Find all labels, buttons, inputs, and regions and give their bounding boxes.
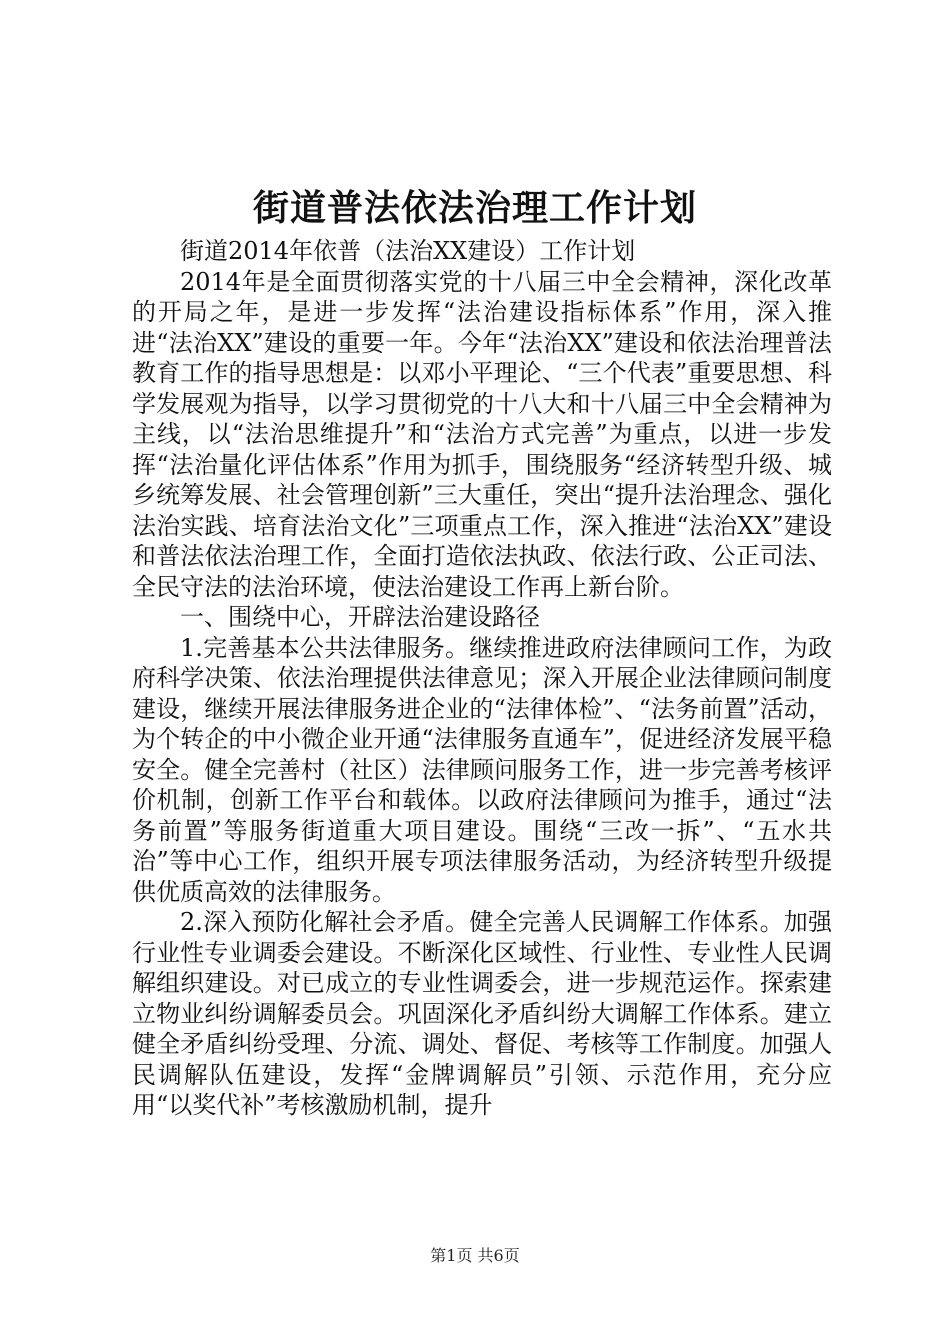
intro-paragraph: 2014年是全面贯彻落实党的十八届三中全会精神，深化改革的开局之年，是进一步发挥“法治建设指标体系”作用，深入推进“法治XX”建设的重要一年。今年“法治XX”建设和依法治理普法教育工作的指导思想是：以邓小平理论、“三个代表”重要思想、科学发展观为指导，以学习贯彻党的十八大和十八届三中全会精神为主线，以“法治思维提升”和“法治方式完善”为重点，以进一步发挥“法治量化评估体系”作用为抓手，围绕服务“经济转型升级、城乡统筹发展、社会管理创新”三大重任，突出“提升法治理念、强化法治实践、培育法治文化”三项重点工作，深入推进“法治XX”建设和普法依法治理工作，全面打造依法执政、依法行政、公正司法、全民守法的法治环境，使法治建设工作再上新台阶。 xyxy=(132,267,832,601)
subtitle-paragraph: 街道2014年依普（法治XX建设）工作计划 xyxy=(180,237,636,265)
document-title: 街道普法依法治理工作计划 xyxy=(252,187,697,229)
item-1-paragraph: 1.完善基本公共法律服务。继续推进政府法律顾问工作，为政府科学决策、依法治理提供法律意见；深入开展企业法律顾问制度建设，继续开展法律服务进企业的“法律体检”、“法务前置”活动，为个转企的中小微企业开通“法律服务直通车”，促进经济发展平稳安全。健全完善村（社区）法律顾问服务工作，进一步完善考核评价机制，创新工作平台和载体。以政府法律顾问为推手，通过“法务前置”等服务街道重大项目建设。围绕“三改一拆”、“五水共治”等中心工作，组织开展专项法律服务活动，为经济转型升级提供优质高效的法律服务。 xyxy=(132,633,832,906)
section-heading: 一、围绕中心，开辟法治建设路径 xyxy=(180,603,540,631)
item-2-paragraph: 2.深入预防化解社会矛盾。健全完善人民调解工作体系。加强行业性专业调委会建设。不断深化区域性、行业性、专业性人民调解组织建设。对已成立的专业性调委会，进一步规范运作。探索建立物业纠纷调解委员会。巩固深化矛盾纠纷大调解工作体系。建立健全矛盾纠纷受理、分流、调处、督促、考核等工作制度。加强人民调解队伍建设，发挥“金牌调解员”引领、示范作用，充分应用“以奖代补”考核激励机制，提升 xyxy=(132,908,832,1119)
page-number-footer: 第1页 共6页 xyxy=(430,1246,520,1265)
document-body xyxy=(132,236,832,1121)
